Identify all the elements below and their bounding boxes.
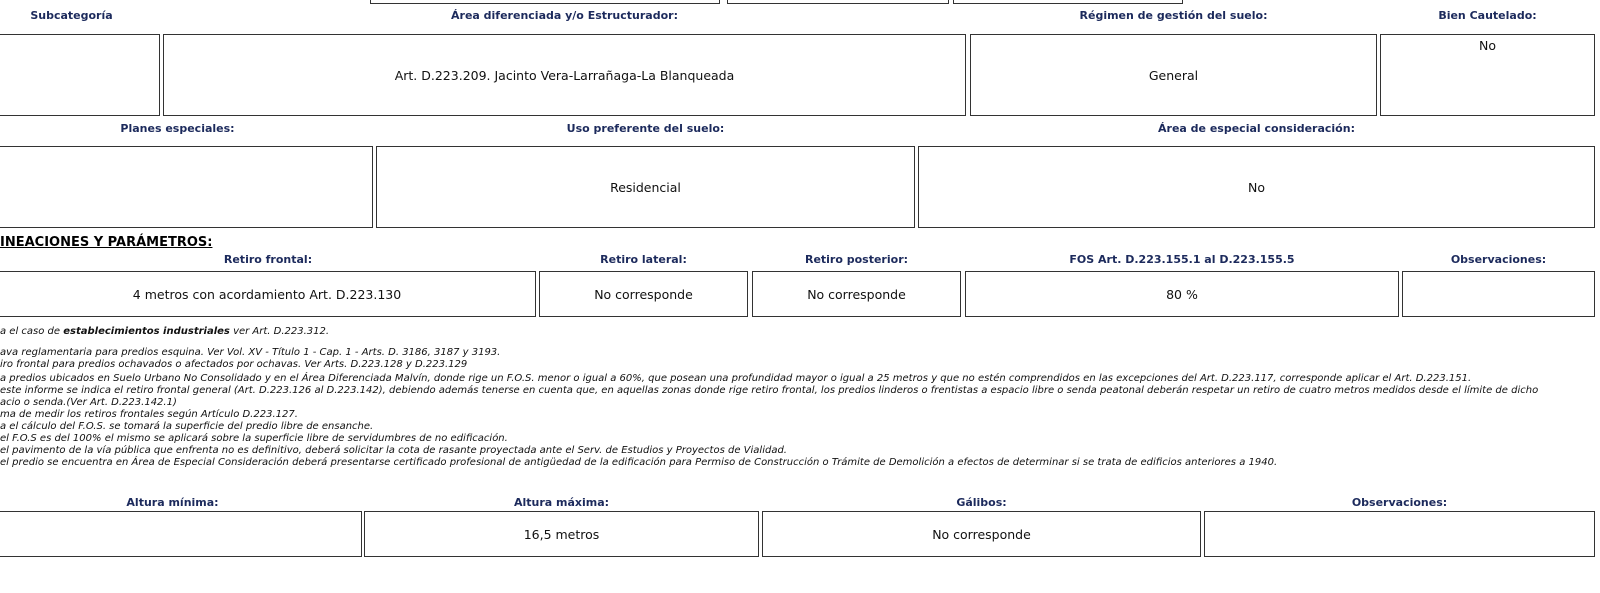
header-area-especial: Área de especial consideración:	[1158, 122, 1355, 135]
note-bold-text: establecimientos industriales	[63, 326, 230, 337]
header-area-diferenciada: Área diferenciada y/o Estructurador:	[451, 9, 678, 22]
value-altura-minima	[0, 511, 362, 557]
note-retiro-ochavados: iro frontal para predios ochavados o afectados por ochavas. Ver Arts. D.223.128 y D.223.129	[0, 359, 468, 370]
note-espacio-senda: acio o senda.(Ver Art. D.223.142.1)	[0, 397, 177, 408]
value-altura-maxima: 16,5 metros	[364, 511, 759, 557]
value-uso-preferente: Residencial	[376, 146, 915, 228]
value-regimen-gestion: General	[970, 34, 1377, 116]
header-observaciones-retiros: Observaciones:	[1450, 253, 1547, 266]
note-establecimientos-industriales: a el caso de establecimientos industriales ver Art. D.223.312.	[0, 326, 330, 337]
header-planes-especiales: Planes especiales:	[120, 122, 235, 135]
header-regimen-gestion: Régimen de gestión del suelo:	[1079, 9, 1268, 22]
header-fos: FOS Art. D.223.155.1 al D.223.155.5	[1069, 253, 1295, 266]
value-planes-especiales	[0, 146, 373, 228]
header-altura-maxima: Altura máxima:	[513, 496, 610, 509]
value-observaciones-retiros	[1402, 271, 1595, 317]
note-calculo-fos: a el cálculo del F.O.S. se tomará la superficie del predio libre de ensanche.	[0, 421, 374, 432]
header-galibos: Gálibos:	[956, 496, 1007, 509]
top-partial-box-2	[727, 0, 949, 4]
top-partial-box-3	[953, 0, 1183, 4]
value-retiro-posterior: No corresponde	[752, 271, 961, 317]
note-ochava-esquina: ava reglamentaria para predios esquina. Ver Vol. XV - Título 1 - Cap. 1 - Arts. D. 3186, 3187 y 3193.	[0, 347, 501, 358]
note-medir-retiros: ma de medir los retiros frontales según Artículo D.223.127.	[0, 409, 298, 420]
note-pavimento: el pavimento de la vía pública que enfrenta no es definitivo, deberá solicitar la cota de rasante proyectada ante el Serv. de Estudios y Proyectos de Vialidad.	[0, 445, 787, 456]
header-uso-preferente: Uso preferente del suelo:	[566, 122, 725, 135]
note-area-especial: el predio se encuentra en Área de Especial Consideración deberá presentarse certificado profesional de antigüedad de la edificación para Permiso de Construcción o Trámite de Demolición a efectos de determinar si se trata de edificios anteriores a 1940.	[0, 457, 1278, 468]
value-retiro-lateral: No corresponde	[539, 271, 748, 317]
note-suelo-urbano: a predios ubicados en Suelo Urbano No Consolidado y en el Área Diferenciada Malvín, donde rige un F.O.S. menor o igual a 60%, que posean una profundidad mayor o igual a 25 metros y que no estén comprendidos en las excepciones del Art. D.223.117, corresponde aplicar el Art. D.223.151.	[0, 373, 1472, 384]
value-observaciones-alturas	[1204, 511, 1595, 557]
value-retiro-frontal: 4 metros con acordamiento Art. D.223.130	[0, 271, 536, 317]
value-bien-cautelado: No	[1380, 34, 1595, 116]
header-subcategoria: Subcategoría	[30, 9, 113, 22]
value-fos: 80 %	[965, 271, 1399, 317]
top-partial-box-1	[370, 0, 720, 4]
header-altura-minima: Altura mínima:	[126, 496, 219, 509]
value-area-especial: No	[918, 146, 1595, 228]
header-observaciones-alturas: Observaciones:	[1351, 496, 1448, 509]
value-galibos: No corresponde	[762, 511, 1201, 557]
header-retiro-lateral: Retiro lateral:	[600, 253, 687, 266]
value-area-diferenciada: Art. D.223.209. Jacinto Vera-Larrañaga-La Blanqueada	[163, 34, 966, 116]
header-retiro-frontal: Retiro frontal:	[223, 253, 313, 266]
section-title-alineaciones: INEACIONES Y PARÁMETROS:	[0, 235, 213, 250]
value-subcategoria	[0, 34, 160, 116]
note-fos-100: el F.O.S es del 100% el mismo se aplicará sobre la superficie libre de servidumbres de no edificación.	[0, 433, 508, 444]
header-retiro-posterior: Retiro posterior:	[804, 253, 909, 266]
header-bien-cautelado: Bien Cautelado:	[1438, 9, 1537, 22]
note-retiro-frontal-general: este informe se indica el retiro frontal general (Art. D.223.126 al D.223.142), debiendo además tenerse en cuenta que, en aquellas zonas donde rige retiro frontal, los predios linderos o frentistas a espacio libre o senda peatonal deberán respetar un retiro de cuatro metros medidos desde el límite de dicho	[0, 385, 1539, 396]
